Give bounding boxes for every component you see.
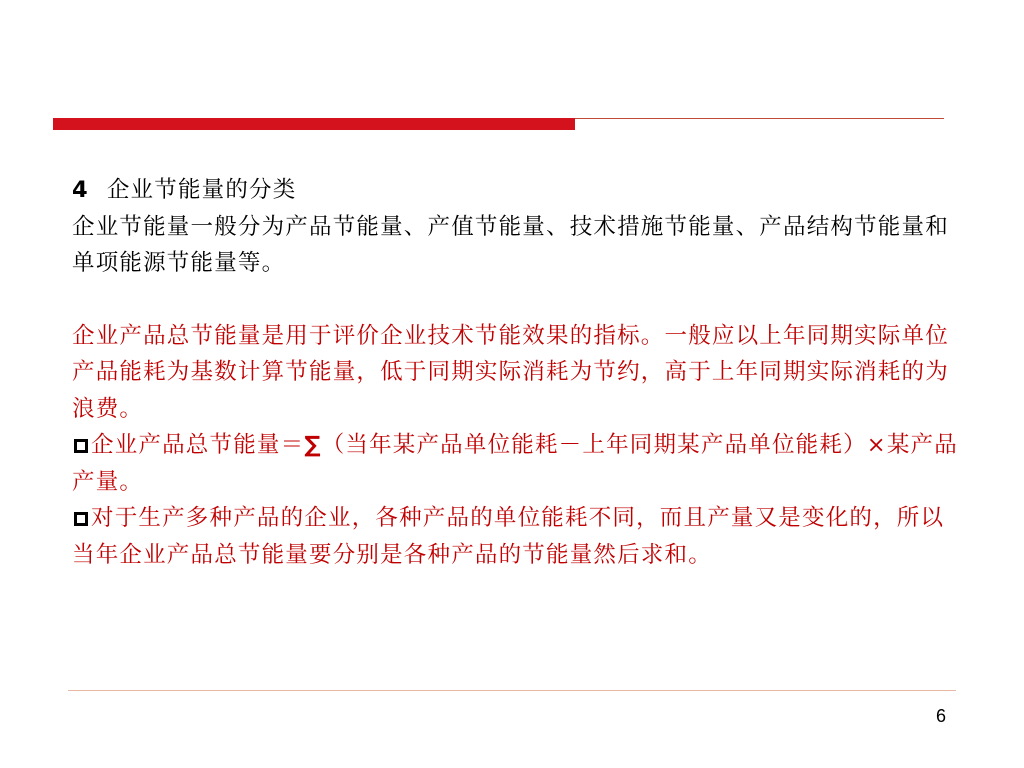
definition-paragraph: 企业产品总节能量是用于评价企业技术节能效果的指标。一般应以上年同期实际单位产品能耗为基数计算节能量，低于同期实际消耗为节约，高于上年同期实际消耗的为浪费。	[72, 322, 949, 422]
slide-content	[72, 172, 958, 573]
section-title: 企业节能量的分类	[106, 177, 297, 203]
section-number: 4	[72, 177, 89, 203]
paragraph-spacer	[72, 282, 958, 318]
intro-paragraph: 企业节能量一般分为产品节能量、产值节能量、技术措施节能量、产品结构节能量和单项能源节能量等。	[72, 213, 949, 276]
header-rule-thin	[575, 118, 944, 119]
bullet-item-multi-product	[72, 500, 958, 573]
square-bullet-icon	[74, 512, 88, 526]
multi-product-text: 对于生产多种产品的企业，各种产品的单位能耗不同，而且产量又是变化的，所以当年企业产品总节能量要分别是各种产品的节能量然后求和。	[72, 505, 945, 568]
footer-rule	[68, 690, 956, 691]
sigma-symbol: ∑	[304, 432, 322, 458]
square-bullet-icon	[74, 439, 88, 453]
header-rule-thick	[53, 118, 575, 130]
bullet-item-formula	[72, 427, 958, 500]
formula-text-after: （当年某产品单位能耗－上年同期某产品单位能耗）×某产品产量。	[72, 432, 958, 495]
formula-text-before: 企业产品总节能量＝	[91, 432, 305, 458]
page-number: 6	[935, 706, 946, 726]
section-heading	[72, 172, 958, 209]
